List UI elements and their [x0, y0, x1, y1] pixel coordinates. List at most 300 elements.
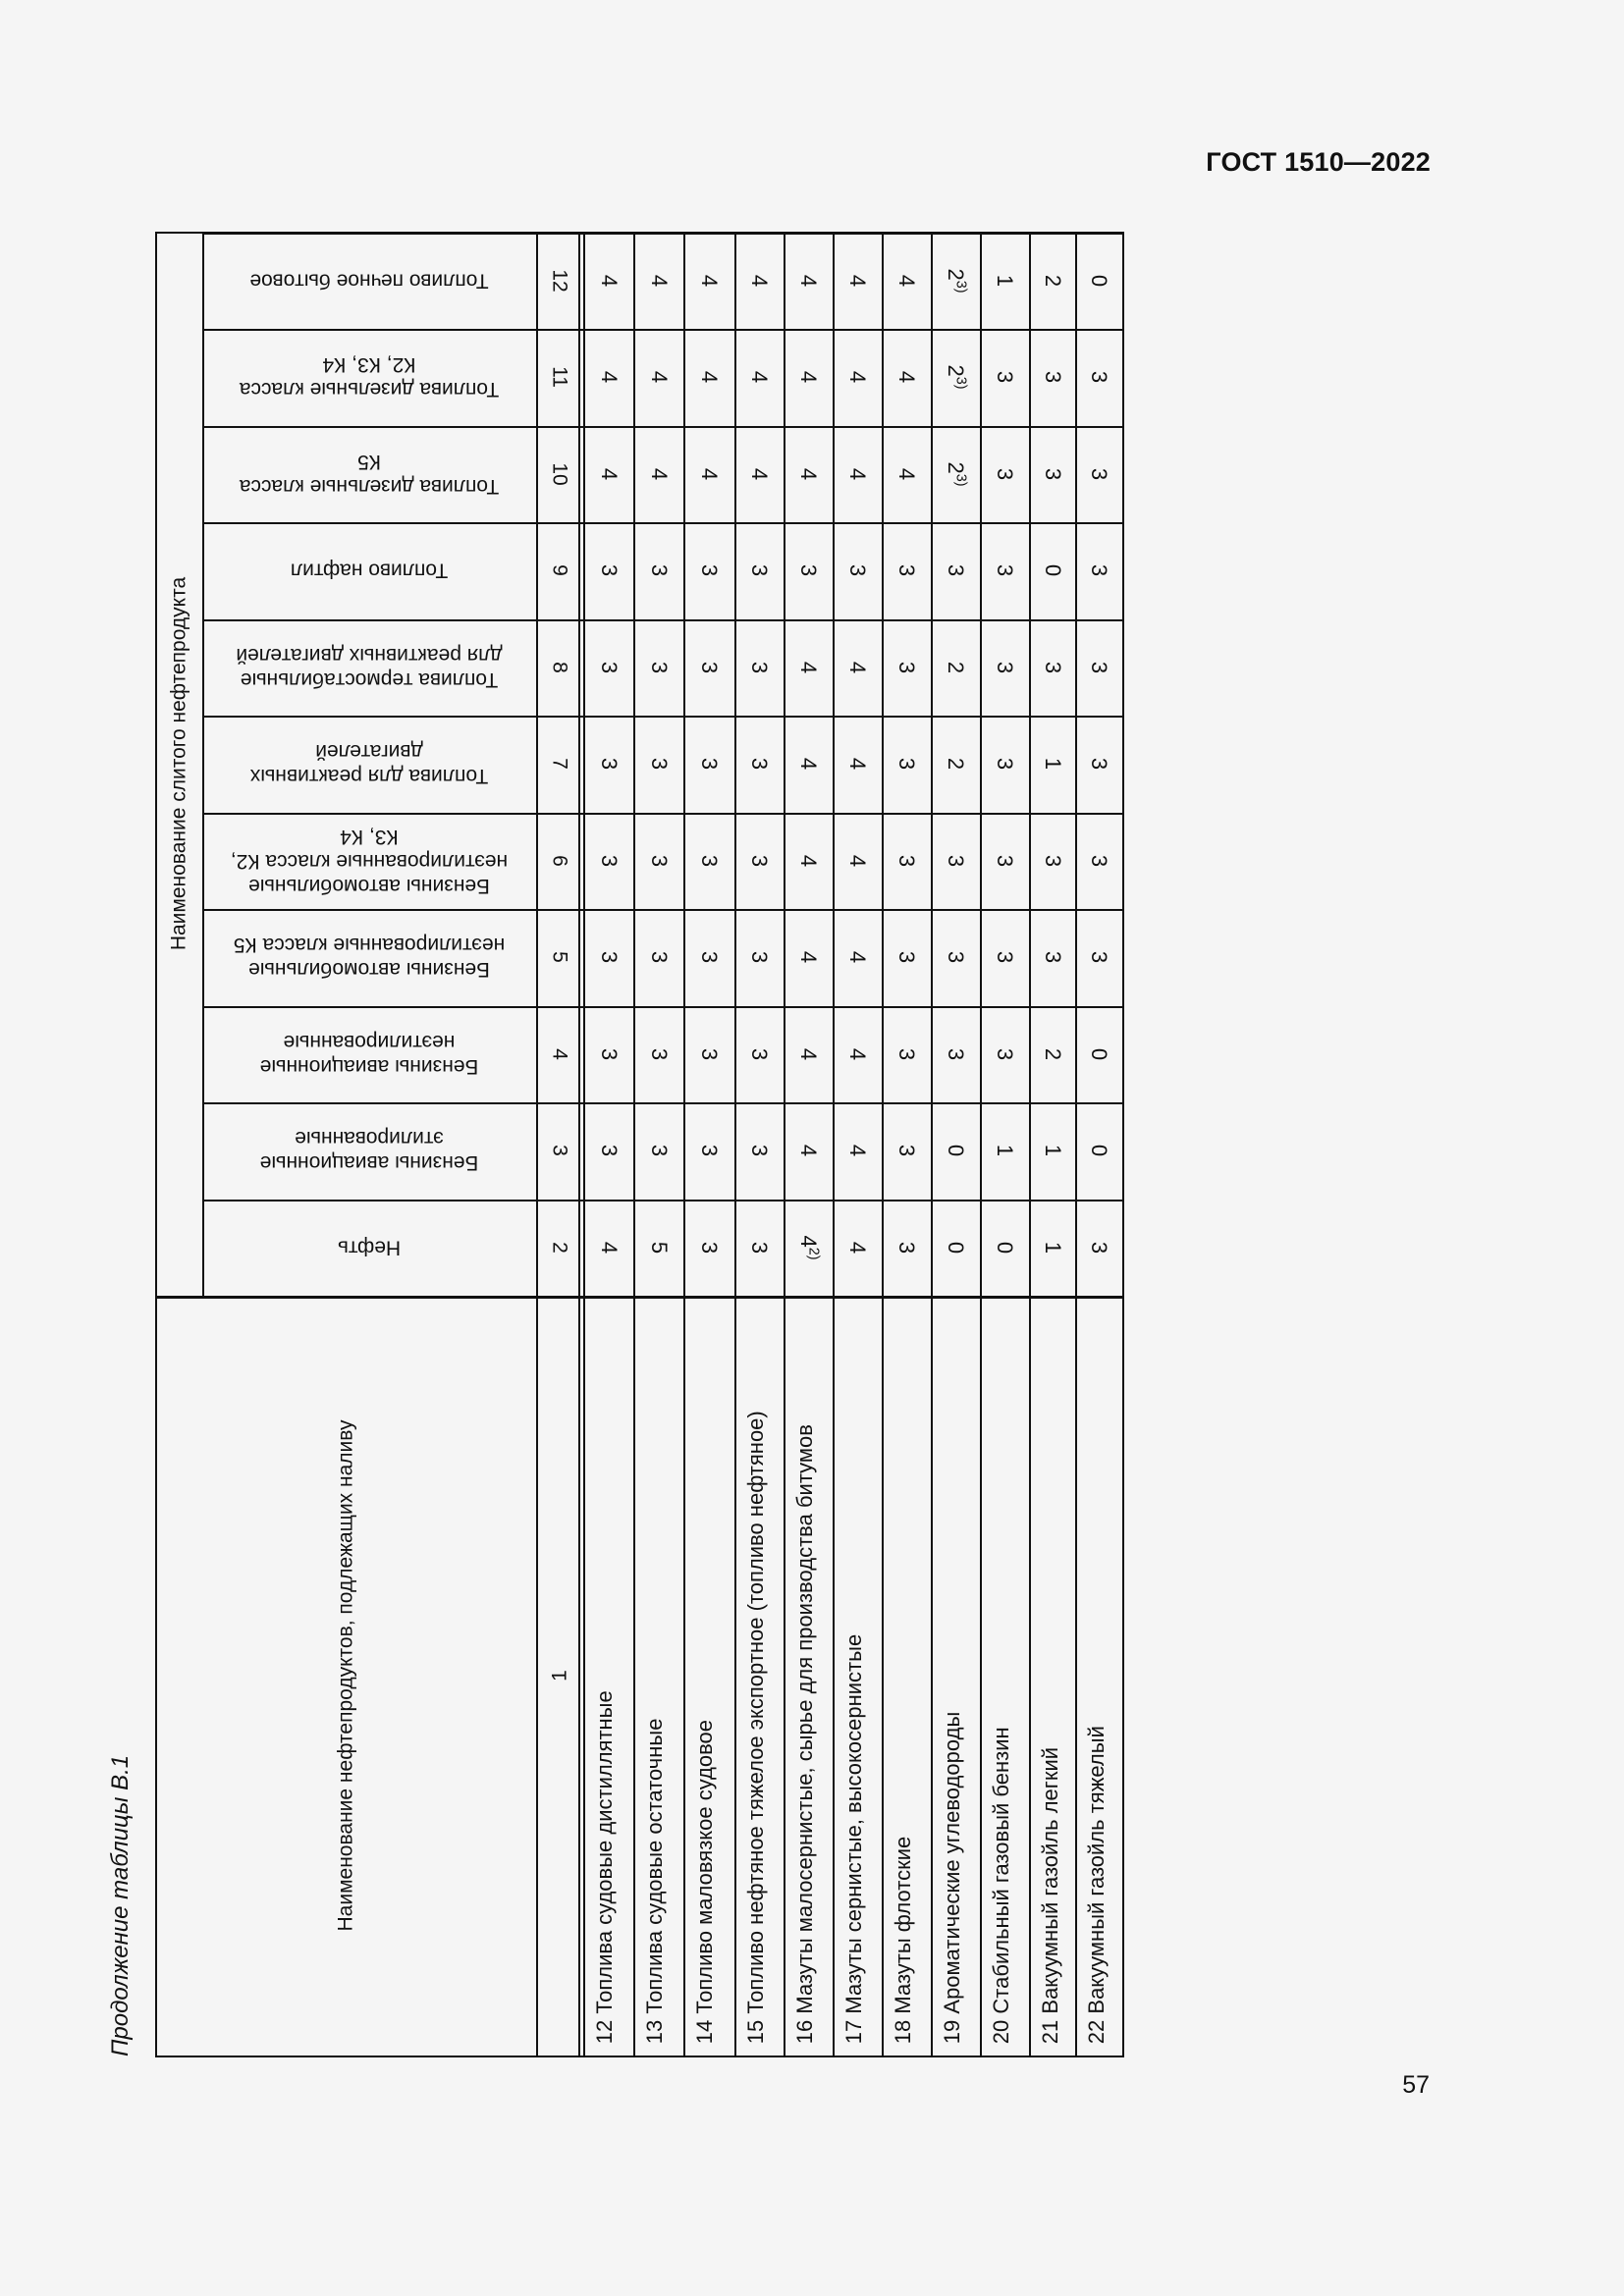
compatibility-value	[795, 951, 821, 963]
compatibility-value-text: 4	[596, 1241, 622, 1254]
value-cell	[734, 1200, 784, 1297]
column-number	[547, 1145, 571, 1156]
column-header	[227, 352, 512, 401]
product-row-cell	[583, 1296, 633, 2056]
product-name: 12 Топлива судовые дистиллятные	[592, 1690, 617, 2044]
compatibility-value-text: 2	[1040, 274, 1065, 287]
compatibility-value-text: 4	[845, 854, 871, 867]
compatibility-value	[746, 371, 772, 383]
value-cell	[882, 233, 931, 330]
compatibility-value-text: 4	[697, 371, 723, 384]
compatibility-value-text: 4	[845, 467, 871, 480]
compatibility-value	[645, 951, 671, 963]
compatibility-value-text: 3	[944, 564, 969, 577]
value-cell	[931, 619, 980, 717]
compatibility-value-text: 4	[845, 274, 871, 287]
value-cell	[833, 1102, 882, 1200]
compatibility-value	[595, 662, 621, 673]
group-header-cell	[155, 232, 202, 1296]
column-number-text: 5	[548, 951, 571, 964]
compatibility-value-text: 3	[697, 854, 723, 867]
value-cell	[833, 909, 882, 1006]
value-cell	[882, 716, 931, 813]
compatibility-value-text: 4	[894, 467, 920, 480]
column-header-text: Нефть	[337, 1236, 402, 1259]
compatibility-value-text: 3	[747, 854, 773, 867]
compatibility-value-text: 4	[747, 371, 773, 384]
value-cell	[931, 426, 980, 523]
compatibility-value-text: 4	[894, 274, 920, 287]
column-number-text: 12	[548, 269, 571, 293]
value-cell	[931, 1006, 980, 1103]
column-number	[547, 758, 571, 770]
compatibility-value	[844, 275, 870, 287]
value-cell	[833, 716, 882, 813]
value-cell	[833, 1200, 882, 1297]
compatibility-value	[893, 951, 919, 963]
value-cell	[931, 522, 980, 619]
value-cell	[683, 1006, 734, 1103]
compatibility-value	[943, 758, 968, 770]
compatibility-value	[992, 855, 1017, 867]
compatibility-value-text: 1	[1040, 1241, 1065, 1254]
column-header-cell	[202, 619, 536, 717]
value-cell	[734, 716, 784, 813]
value-cell	[980, 813, 1029, 910]
compatibility-value	[943, 662, 968, 673]
compatibility-value	[645, 564, 671, 576]
footnote-ref: 2)	[805, 1247, 822, 1260]
compatibility-value-text: 4	[796, 661, 822, 673]
compatibility-value	[943, 461, 969, 486]
value-cell	[931, 716, 980, 813]
compatibility-value	[746, 662, 772, 673]
compatibility-value	[595, 1242, 621, 1254]
column-header	[227, 268, 512, 293]
product-row-cell	[1075, 1296, 1122, 2056]
page-number: 57	[1402, 2071, 1430, 2099]
compatibility-value-text: 4	[747, 467, 773, 480]
compatibility-value-text: 3	[993, 467, 1018, 480]
compatibility-value-text: 4	[796, 1145, 822, 1157]
value-cell	[784, 1006, 833, 1103]
column-number	[547, 564, 571, 576]
compatibility-value	[1086, 1242, 1111, 1254]
value-cell	[1075, 1102, 1122, 1200]
compatibility-value-text: 4	[845, 758, 871, 771]
compatibility-value	[992, 758, 1017, 770]
compatibility-value	[943, 1048, 968, 1060]
compatibility-value	[943, 268, 969, 293]
value-cell	[633, 233, 683, 330]
column-header-text: Топлива дизельные класса К5	[239, 450, 500, 498]
column-number-cell	[536, 619, 583, 717]
compatibility-value-text: 1	[1040, 1145, 1065, 1157]
compatibility-value-text: 3	[697, 951, 723, 964]
compatibility-value	[795, 371, 821, 383]
compatibility-value-text: 4	[845, 661, 871, 673]
value-cell	[583, 522, 633, 619]
compatibility-value-text: 4	[796, 758, 822, 771]
value-cell	[1029, 522, 1075, 619]
value-cell	[833, 522, 882, 619]
value-cell	[583, 329, 633, 426]
value-cell	[683, 233, 734, 330]
column-number-cell	[536, 1006, 583, 1103]
compatibility-value-text: 3	[747, 1145, 773, 1157]
column-number-text: 7	[548, 758, 571, 771]
compatibility-value	[1086, 1145, 1111, 1156]
product-name: 14 Топливо маловязкое судовое	[692, 1719, 717, 2044]
compatibility-value	[645, 1145, 671, 1156]
compatibility-value-text: 3	[1087, 758, 1112, 771]
compatibility-value-text: 3	[1040, 467, 1065, 480]
value-cell	[980, 329, 1029, 426]
value-cell	[882, 426, 931, 523]
compatibility-value	[893, 468, 919, 480]
compatibility-value-text: 2	[944, 758, 969, 771]
column-number-text: 4	[548, 1047, 571, 1060]
compatibility-value-text: 3	[993, 371, 1018, 384]
column-number-text: 2	[548, 1241, 571, 1254]
product-name: 17 Мазуты сернистые, высокосернистые	[841, 1633, 866, 2044]
value-cell	[683, 909, 734, 1006]
value-cell	[784, 716, 833, 813]
value-cell	[734, 522, 784, 619]
compatibility-value-text: 1	[993, 1145, 1018, 1157]
value-cell	[980, 1102, 1029, 1200]
compatibility-value	[893, 662, 919, 673]
compatibility-value-text: 0	[1087, 274, 1112, 287]
compatibility-value-text: 3	[894, 1047, 920, 1060]
column-header	[227, 824, 512, 898]
value-cell	[683, 329, 734, 426]
column-number	[547, 1048, 571, 1060]
column-number-cell	[536, 716, 583, 813]
value-cell	[882, 1102, 931, 1200]
compatibility-value-text: 4	[596, 371, 622, 384]
product-row-cell	[734, 1296, 784, 2056]
value-cell	[633, 716, 683, 813]
compatibility-value-text: 3	[697, 661, 723, 673]
compatibility-value	[746, 758, 772, 770]
value-cell	[1075, 522, 1122, 619]
compatibility-value-text: 3	[596, 854, 622, 867]
value-cell	[1029, 1006, 1075, 1103]
compatibility-value	[1086, 951, 1111, 963]
compatibility-value	[595, 275, 621, 287]
compatibility-value	[696, 564, 722, 576]
compatibility-value-text: 3	[796, 564, 822, 577]
value-cell	[683, 1200, 734, 1297]
column-header-cell	[202, 909, 536, 1006]
column-header-text: Бензины автомобильные неэтилированные класса К5	[233, 934, 506, 982]
column-header-cell	[202, 329, 536, 426]
compatibility-value	[992, 662, 1017, 673]
compatibility-value-text: 2	[944, 364, 969, 378]
compatibility-value-text: 3	[993, 758, 1018, 771]
value-cell	[833, 426, 882, 523]
compatibility-value-text: 3	[944, 1047, 969, 1060]
value-cell	[882, 329, 931, 426]
column-number-text: 11	[548, 366, 571, 389]
column-number-text: 6	[548, 854, 571, 867]
compatibility-value-text: 3	[894, 1145, 920, 1157]
compatibility-value	[795, 275, 821, 287]
compatibility-value	[746, 951, 772, 963]
compatibility-value	[844, 371, 870, 383]
compatibility-value	[893, 564, 919, 576]
value-cell	[1075, 233, 1122, 330]
value-cell	[1075, 716, 1122, 813]
compatibility-value	[1039, 1048, 1064, 1060]
compatibility-value-text: 3	[596, 564, 622, 577]
product-name: 20 Стабильный газовый бензин	[989, 1727, 1013, 2044]
value-cell	[882, 1200, 931, 1297]
value-cell	[1075, 813, 1122, 910]
value-cell	[633, 426, 683, 523]
compatibility-value	[1039, 564, 1064, 576]
compatibility-value	[1086, 758, 1111, 770]
compatibility-value-text: 3	[894, 758, 920, 771]
compatibility-value-text: 1	[993, 274, 1018, 287]
column-number-cell	[536, 233, 583, 330]
column-number	[547, 269, 571, 292]
compatibility-value-text: 3	[646, 661, 672, 673]
compatibility-value	[595, 371, 621, 383]
compatibility-value	[645, 758, 671, 770]
compatibility-value-text: 3	[646, 758, 672, 771]
compatibility-value-text: 3	[747, 564, 773, 577]
value-cell	[583, 716, 633, 813]
compatibility-value	[943, 365, 969, 390]
compatibility-value	[844, 662, 870, 673]
compatibility-value	[795, 1145, 821, 1156]
column-header-text: Топлива дизельные класса К2, К3, К4	[239, 353, 500, 401]
compatibility-value-text: 4	[646, 274, 672, 287]
compatibility-value	[893, 1242, 919, 1254]
compatibility-value-text: 0	[1040, 564, 1065, 577]
compatibility-value-text: 3	[894, 661, 920, 673]
compatibility-value-text: 4	[796, 371, 822, 384]
product-column-header-cell	[155, 1296, 536, 2056]
compatibility-value-text: 2	[1040, 1047, 1065, 1060]
compatibility-value	[1039, 371, 1064, 383]
compatibility-value-text: 4	[646, 371, 672, 384]
value-cell	[784, 909, 833, 1006]
compatibility-value	[746, 564, 772, 576]
value-cell	[980, 909, 1029, 1006]
value-cell	[683, 522, 734, 619]
compatibility-value	[595, 951, 621, 963]
compatibility-value	[1039, 758, 1064, 770]
value-cell	[1029, 716, 1075, 813]
footnote-ref: 3)	[952, 377, 969, 390]
product-name: 22 Вакуумный газойль тяжелый	[1084, 1725, 1109, 2044]
value-cell	[683, 426, 734, 523]
value-cell	[1029, 909, 1075, 1006]
value-cell	[633, 619, 683, 717]
value-cell	[683, 1102, 734, 1200]
compatibility-value	[645, 275, 671, 287]
compatibility-value	[696, 951, 722, 963]
column-header	[227, 1030, 512, 1079]
product-row-cell	[784, 1296, 833, 2056]
value-cell	[980, 1200, 1029, 1297]
value-cell	[633, 1102, 683, 1200]
value-cell	[734, 813, 784, 910]
value-cell	[633, 1200, 683, 1297]
compatibility-value-text: 3	[646, 1145, 672, 1157]
compatibility-value	[943, 564, 968, 576]
column-number-text: 1	[548, 1670, 571, 1682]
compatibility-value-text: 4	[796, 1235, 822, 1248]
product-row-cell	[980, 1296, 1029, 2056]
compatibility-value	[992, 1145, 1017, 1156]
value-cell	[683, 716, 734, 813]
value-cell	[1029, 1200, 1075, 1297]
compatibility-value-text: 3	[1087, 854, 1112, 867]
compatibility-value	[795, 1048, 821, 1060]
compatibility-value-text: 3	[747, 951, 773, 964]
column-number-cell	[536, 813, 583, 910]
compatibility-value-text: 3	[993, 564, 1018, 577]
column-header-text: Топливо нафтил	[290, 559, 449, 582]
compatibility-value-text: 3	[596, 1047, 622, 1060]
value-cell	[784, 522, 833, 619]
compatibility-value-text: 3	[944, 854, 969, 867]
compatibility-value-text: 3	[747, 1241, 773, 1254]
column-header	[227, 1126, 512, 1175]
product-name: 16 Мазуты малосернистые, сырье для производства битумов	[792, 1423, 817, 2044]
value-cell	[980, 1006, 1029, 1103]
value-cell	[1075, 329, 1122, 426]
compatibility-value	[844, 564, 870, 576]
value-cell	[633, 329, 683, 426]
column-header-cell	[202, 1006, 536, 1103]
value-cell	[583, 1200, 633, 1297]
value-cell	[734, 1102, 784, 1200]
compatibility-table	[155, 232, 1122, 2056]
compatibility-value	[844, 468, 870, 480]
compatibility-value	[595, 1145, 621, 1156]
product-column-header: Наименование нефтепродуктов, подлежащих наливу	[334, 1419, 357, 1932]
value-cell	[633, 813, 683, 910]
compatibility-value	[893, 1145, 919, 1156]
compatibility-value-text: 3	[646, 1047, 672, 1060]
compatibility-value-text: 3	[747, 758, 773, 771]
value-cell	[683, 619, 734, 717]
compatibility-value-text: 3	[697, 1241, 723, 1254]
column-header-cell	[202, 233, 536, 330]
compatibility-value-text: 3	[646, 951, 672, 964]
value-cell	[882, 909, 931, 1006]
compatibility-value-text: 3	[697, 758, 723, 771]
compatibility-value	[943, 855, 968, 867]
column-number	[547, 1670, 571, 1682]
column-number-cell	[536, 522, 583, 619]
value-cell	[980, 716, 1029, 813]
value-cell	[1029, 426, 1075, 523]
value-cell	[784, 619, 833, 717]
compatibility-value	[595, 468, 621, 480]
compatibility-value-text: 3	[993, 1047, 1018, 1060]
compatibility-value-text: 3	[845, 564, 871, 577]
compatibility-value	[696, 275, 722, 287]
value-cell	[1075, 1200, 1122, 1297]
compatibility-value-text: 0	[944, 1145, 969, 1157]
footnote-ref: 3)	[952, 473, 969, 487]
value-cell	[633, 522, 683, 619]
compatibility-value	[844, 1048, 870, 1060]
value-cell	[931, 1200, 980, 1297]
column-header	[227, 643, 512, 692]
compatibility-value	[696, 855, 722, 867]
compatibility-value	[992, 564, 1017, 576]
value-cell	[583, 426, 633, 523]
compatibility-value	[1086, 662, 1111, 673]
value-cell	[784, 1200, 833, 1297]
compatibility-value	[1086, 275, 1111, 287]
value-cell	[833, 813, 882, 910]
column-header	[227, 450, 512, 499]
value-cell	[1075, 1006, 1122, 1103]
column-number-text: 3	[548, 1145, 571, 1157]
compatibility-value	[696, 1145, 722, 1156]
product-row-cell	[931, 1296, 980, 2056]
column-header	[227, 739, 512, 788]
compatibility-value-text: 4	[596, 467, 622, 480]
compatibility-value-text: 3	[1087, 1241, 1112, 1254]
compatibility-value-text: 2	[944, 268, 969, 281]
compatibility-value	[1086, 468, 1111, 480]
compatibility-value-text: 4	[697, 467, 723, 480]
column-number-text: 8	[548, 661, 571, 673]
compatibility-value	[844, 758, 870, 770]
compatibility-value	[746, 1145, 772, 1156]
compatibility-value	[795, 662, 821, 673]
column-number	[547, 662, 571, 673]
value-cell	[784, 813, 833, 910]
compatibility-value	[595, 564, 621, 576]
value-cell	[583, 813, 633, 910]
value-cell	[931, 813, 980, 910]
product-name: 15 Топливо нефтяное тяжелое экспортное (топливо нефтяное)	[743, 1411, 768, 2044]
value-cell	[784, 426, 833, 523]
compatibility-value-text: 4	[845, 951, 871, 964]
compatibility-value	[893, 1048, 919, 1060]
compatibility-value-text: 4	[697, 274, 723, 287]
compatibility-value-text: 4	[845, 1047, 871, 1060]
table-caption: Продолжение таблицы В.1	[107, 1754, 134, 2056]
product-row-cell	[833, 1296, 882, 2056]
compatibility-value	[1086, 371, 1111, 383]
value-cell	[882, 1006, 931, 1103]
column-header	[227, 559, 512, 583]
compatibility-value	[795, 468, 821, 480]
compatibility-value	[1086, 1048, 1111, 1060]
value-cell	[1075, 426, 1122, 523]
compatibility-value	[696, 1242, 722, 1254]
compatibility-value	[1039, 855, 1064, 867]
compatibility-value-text: 3	[993, 854, 1018, 867]
compatibility-value	[645, 1048, 671, 1060]
column-number	[547, 1242, 571, 1254]
value-cell	[583, 1006, 633, 1103]
value-cell	[833, 1006, 882, 1103]
compatibility-value	[696, 468, 722, 480]
compatibility-value	[795, 1235, 822, 1259]
